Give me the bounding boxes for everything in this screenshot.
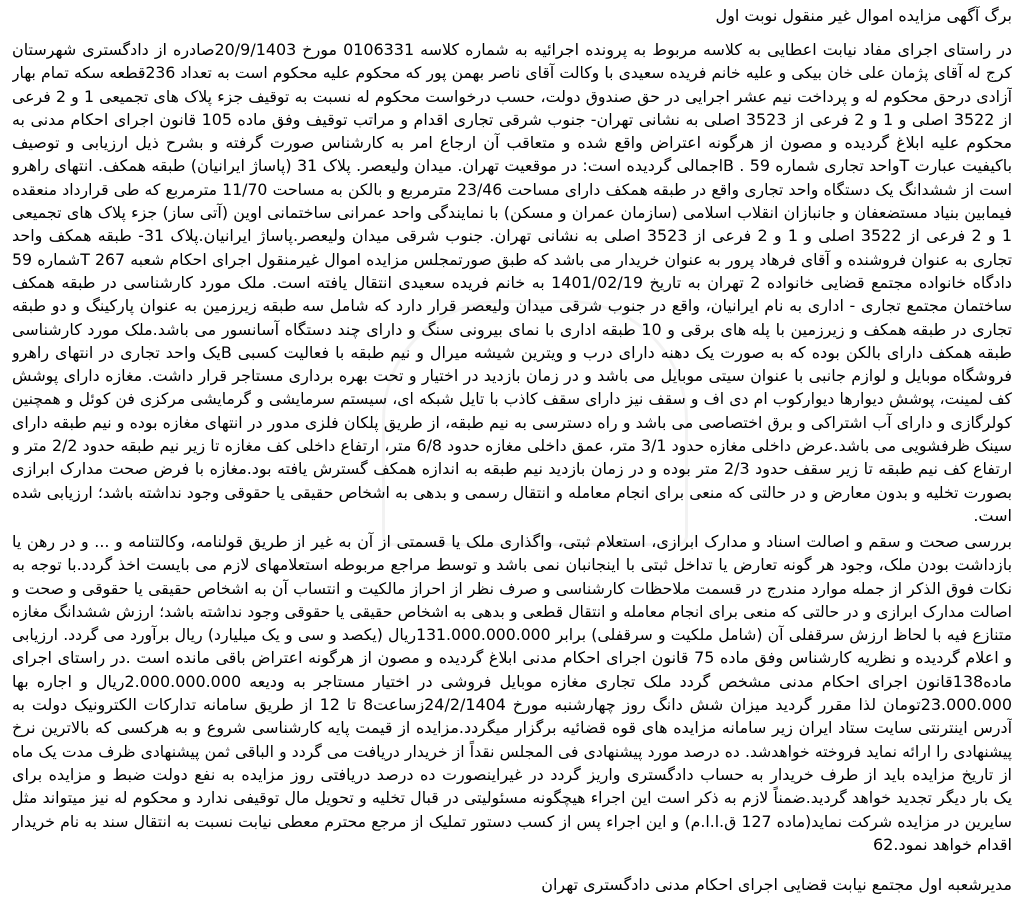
- text-line-content: کولرگازی و دارای آب اشتراکی و برق اختصاصی می باشد و راه دسترسی به نیم طبقه، از طریق پلکان فلزی مدور در انتهای مغازه بوده و نیم طبقه دارای: [12, 412, 1012, 432]
- text-line: [12, 294, 1012, 317]
- text-line-content: 1 و 2 فرعی از 3522 اصلی و 1 و 2 فرعی از 3523 اصلی به نشانی تهران. جنوب شرقی میدان ولیعصر.پاساژ ایرانیان.پلاک 31- طبقه همکف واحد: [12, 226, 1012, 246]
- text-line: [12, 600, 1012, 623]
- text-line: [12, 341, 1012, 364]
- notice-title: برگ آگهی مزایده اموال غیر منقول نوبت اول: [715, 6, 1012, 25]
- text-line-content: تجاری در طبقه همکف و زیرزمین با پله های برقی و 10 طبقه اداری با نمای بیرونی سنگ و دارای چند دستگاه آسانسور می باشد.ملک مورد کارشناسی: [12, 319, 1012, 339]
- text-line: [12, 833, 1012, 856]
- text-line: [12, 693, 1012, 716]
- text-line-content: فروشگاه موبایل و لوازم جانبی با عنوان سیتی موبایل می باشد و در زمان بازدید در اختیار و تحت بهره برداری مستاجر قرار داشت. مغازه دارای پوشش: [12, 366, 1012, 386]
- text-line-content: پیشنهادی را ارائه نماید فروخته خواهدشد. ده درصد مورد پیشنهادی فی المجلس نقداً از خریدار دریافت می گردد و الباقی ثمن پیشنهادی ظرف مدت یک ماه: [12, 742, 1012, 761]
- text-line-content: طبقه همکف دارای بالکن بوده که به صورت یک دهنه دارای درب و ویترین شیشه میرال و نیم طبقه با فعالیت کسبی Bیک واحد تجاری در انتهای راهرو: [12, 342, 1012, 362]
- text-line: [12, 318, 1012, 341]
- text-line: [12, 646, 1012, 669]
- text-line-content: بازداشت بودن ملک، وجود هر گونه تعارض یا تداخل ثبتی با اینجانبان نمی باشد و توسط مراجع مربوطه استعلامهای لازم می بایست اخذ گردد.با توجه به: [12, 555, 1012, 575]
- text-line: [12, 131, 1012, 154]
- text-line-content: ارتفاع کف نیم طبقه تا زیر سقف حدود 2/3 متر بوده و در زمان بازدید نیم طبقه به اندازه همکف گسترش یافته بود.مغازه با فرض صحت مدارک ابرازی: [12, 459, 1012, 479]
- text-line: [12, 411, 1012, 434]
- text-line: [12, 763, 1012, 786]
- text-line: [12, 786, 1012, 809]
- text-line: [12, 108, 1012, 131]
- text-line: [12, 623, 1012, 646]
- text-line: [12, 577, 1012, 600]
- text-line: [12, 716, 1012, 739]
- text-line-content: 23.000.000تومان لذا مقرر گردید میزان شش دانگ روز چهارشنبه مورخ 24/2/1404زساعت8 تا 12 از طریق سامانه تدارکات الکترونیک دولت به: [12, 695, 1012, 715]
- text-line-content: بصورت تخلیه و بدون معارض و در حالتی که منعی برای انجام معامله و انتقال رسمی و بدهی به اشخاص حقیقی یا حقوقی وجود نداشته باشد؛ ارزیابی شده: [12, 482, 1012, 502]
- text-line-content: آزادی درحق محکوم له و پرداخت نیم عشر اجرایی در حق صندوق دولت، حسب درخواست محکوم له نسبت به توقیف جزء پلاک های تجمیعی 1 و 2 فرعی: [12, 86, 1012, 106]
- text-line-content: کرج له آقای پژمان علی خان بیکی و علیه خانم فریده سعیدی با وکالت آقای ناصر بهمن پور که محکوم علیه محکوم است به تعداد 236قطعه سکه تمام بهار: [12, 63, 1012, 83]
- text-line: [12, 387, 1012, 410]
- text-line-content: فیمابین بنیاد مستضعفان و جانبازان انقلاب اسلامی (سازمان عمران و مسکن) با نمایندگی واحد عمرانی ساختمانی اوین (آتی ساز) جزء پلاک های تجمیعی: [12, 203, 1012, 223]
- text-line: [12, 504, 1012, 527]
- text-line-content: دادگاه خانواده مجتمع قضایی خانواده 2 تهران به تاریخ 1401/02/19 به خانم فریده سعیدی انتقال یافته است. ملک مورد کارشناسی در طبقه همکف: [12, 272, 1012, 292]
- text-line: [12, 224, 1012, 247]
- text-line-content: کف لمینت، پوشش دیوارها دیوارکوب ام دی اف و سقف نیز دارای سقف کاذب با تایل شبکه ای، سیستم سرمایشی و گرمایشی مرکزی فن کوئل و همچنین: [12, 389, 1012, 409]
- text-line: [12, 85, 1012, 108]
- text-line-content: متنازع فیه با لحاظ ارزش سرقفلی آن (شامل ملکیت و سرقفلی) برابر 131.000.000.000ریال (یکصد و سی و یک میلیارد) ریال برآورد می گردد. ارزیابی: [12, 625, 1012, 645]
- text-line: [12, 248, 1012, 271]
- paragraph-auction-terms: [12, 530, 1012, 856]
- text-line-content: است از ششدانگ یک دستگاه واحد تجاری واقع در طبقه همکف دارای مساحت 23/46 مترمربع و بالکن به مساحت 11/70 مترمربع که طی قرارداد منعقده: [12, 179, 1012, 199]
- text-line-content: ساختمان مجتمع تجاری - اداری به نام ایرانیان، واقع در جنوب شرقی میدان ولیعصر قرار دارد که شامل سه طبقه زیرزمین به عنوان پارکینگ و دو طبقه: [12, 296, 1012, 316]
- text-line-content: آدرس اینترنتی سایت ستاد ایران زیر سامانه مزایده های قوه قضائیه برگزار میگردد.مزایده از قیمت پایه کارشناسی شروع و به هرکسی که بالاترین نرخ: [12, 718, 1012, 738]
- text-line-content: ماده138قانون اجرای احکام مدنی مشخص گردد ملک تجاری مغازه موبایل فروشی در اختیار مستاجر به ودیعه 2.000.000.000ریال و اجاره بها: [12, 671, 1012, 691]
- text-line: [12, 553, 1012, 576]
- text-line-content: باکیفیت عبارت Tواحد تجاری شماره 59 . Bاجمالی گردیده است: در موقعیت تهران. میدان ولیعصر. پلاک 31 (پاساژ ایرانیان) طبقه همکف. انتهای راهرو: [12, 156, 1012, 176]
- text-line: [12, 61, 1012, 84]
- signature-line: مدیرشعبه اول مجتمع نیابت قضایی اجرای احکام مدنی دادگستری تهران: [541, 875, 1012, 894]
- text-line: [12, 178, 1012, 201]
- text-line: [12, 670, 1012, 693]
- text-line: [12, 481, 1012, 504]
- text-line: [12, 434, 1012, 457]
- text-line: [12, 530, 1012, 553]
- text-line: [12, 740, 1012, 763]
- text-line-content: بررسی صحت و سقم و اصالت اسناد و مدارک ابرازی، استعلام ثبتی، واگذاری ملک یا قسمتی از آن به غیر از طریق قولنامه، وکالتنامه و ... و در رهن یا: [12, 532, 1012, 551]
- text-line: [12, 38, 1012, 61]
- text-line: [12, 810, 1012, 833]
- text-line-content: در راستای اجرای مفاد نیابت اعطایی به کلاسه مربوط به پرونده اجرائیه به شماره کلاسه 0106331 مورخ 20/9/1403صادره از دادگستری شهرستان: [12, 40, 1012, 59]
- text-line-content: و اعلام گردیده و نظریه کارشناس وفق ماده 75 قانون اجرای احکام مدنی ابلاغ گردیده و مصون از هرگونه اعتراض باقی مانده است .در راستای اجرای: [12, 648, 1012, 668]
- text-line-content: از 3522 اصلی و 1 و 2 فرعی از 3523 اصلی به نشانی تهران- جنوب شرقی تجاری اقدام و مراتب توقیف وفق ماده 105 قانون اجرای احکام مدنی به: [12, 109, 1012, 129]
- text-line-content: از تاریخ مزایده باید از طرف خریدار به حساب دادگستری واریز گردد در غیراینصورت ده درصد دریافتی روز مزایده به نفع دولت ضبط و مزایده برای: [12, 764, 1012, 784]
- text-line-content: اصالت مدارک ابرازی و در حالتی که منعی برای انجام معامله و انتقال قطعی و بدهی به اشخاص حقیقی یا حقوقی وجود نداشته باشد؛ ارزش ششدانگ مغازه: [12, 602, 1012, 621]
- text-line-content: محکوم علیه ابلاغ گردیده و مصون از هرگونه اعتراض واقع شده و متعاقب آن ارجاع امر به کارشناس صورت گرفته و بشرح ذیل ارزیابی و توصیف: [12, 133, 1012, 153]
- text-line-content: سینک ظرفشویی می باشد.عرض داخلی مغازه حدود 3/1 متر، عمق داخلی مغازه حدود 6/8 متر، ارتفاع داخلی کف مغازه تا زیر نیم طبقه حدود 2/2 متر و: [12, 436, 1012, 456]
- text-line-content: است.: [973, 505, 1012, 525]
- text-line-content: سایرین در مزایده شرکت نماید(ماده 127 ق.ا.ا.م) و این اجراء پس از کسب دستور تملیک از مرجع محترم معطی نیابت نسبت به انتقال سند به نام خریدار: [12, 811, 1012, 831]
- text-line: [12, 457, 1012, 480]
- text-line-content: نکات فوق الذکر از جمله موارد مندرج در قسمت ملاحظات کارشناسی و صرف نظر از احراز مالکیت و انتساب آن به اشخاص حقیقی یا حقوقی و صحت و: [12, 578, 1012, 598]
- text-line-content: اقدام خواهد نمود.62: [873, 834, 1012, 854]
- text-line: [12, 364, 1012, 387]
- text-line-content: یک بار دیگر تجدید خواهد گردید.ضمناً لازم به ذکر است این اجراء هیچگونه مسئولیتی در قبال تخلیه و تحویل مال توقیفی ندارد و محکوم له نیز میتواند مثل: [12, 788, 1012, 808]
- text-line: [12, 154, 1012, 177]
- paragraph-property-description: [12, 38, 1012, 527]
- text-line-content: تجاری به عنوان فروشنده و آقای فرهاد پرور به عنوان خریدار می باشد که طبق صورتمجلس مزایده اموال غیرمنقول اجرای احکام شعبه 267 Tشماره 59: [12, 249, 1012, 269]
- text-line: [12, 271, 1012, 294]
- text-line: [12, 201, 1012, 224]
